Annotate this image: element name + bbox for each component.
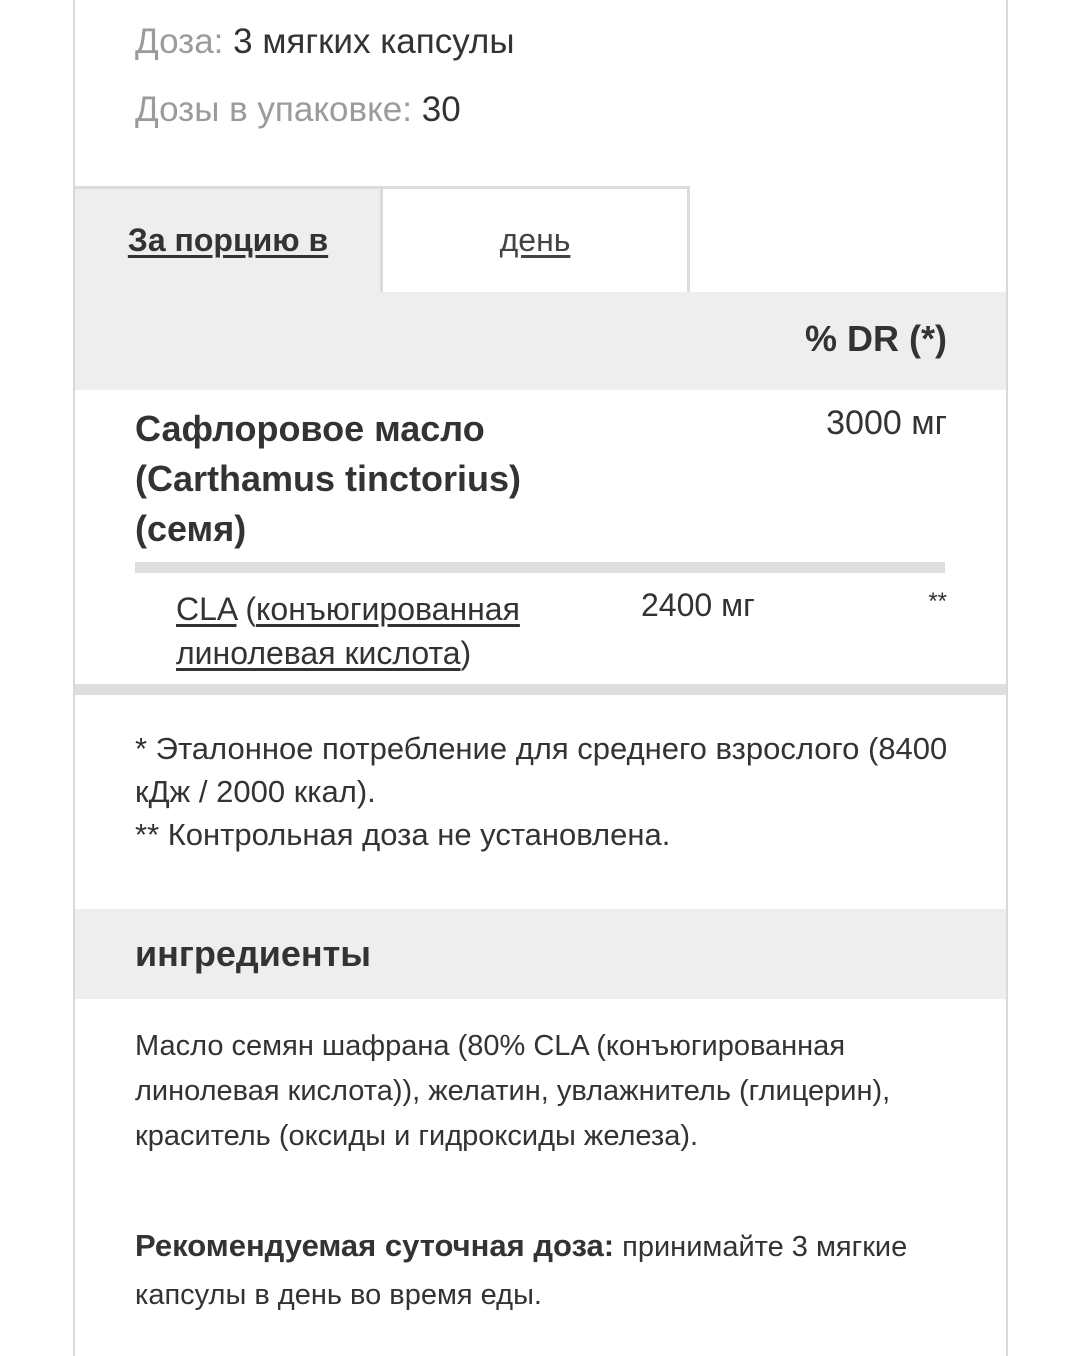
ingredients-text: Масло семян шафрана (80% CLA (конъюгированная линолевая кислота)), желатин, увлажнитель (глицерин), краситель (оксиды и гидроксиды железа). bbox=[135, 1030, 891, 1152]
cla-paren-open: ( bbox=[236, 591, 257, 627]
dose-value: 3 мягких капсулы bbox=[233, 22, 515, 61]
footnote-reference-intake: * Эталонное потребление для среднего взрослого (8400 кДж / 2000 ккал). bbox=[135, 731, 948, 809]
ingredient-name-cla bbox=[176, 587, 596, 675]
recommended-dose-label: Рекомендуемая суточная доза: bbox=[135, 1228, 615, 1263]
cla-full-name-link[interactable]: конъюгированная линолевая кислота bbox=[176, 591, 520, 671]
recommended-dose-text: принимайте 3 мягкие капсулы в день во время еды. bbox=[135, 1231, 908, 1311]
ingredients-header bbox=[75, 909, 1006, 999]
serving-tabs bbox=[75, 186, 690, 292]
footnote-no-reference: ** Контрольная доза не установлена. bbox=[135, 817, 671, 852]
ingredient-dr-cla: ** bbox=[928, 588, 947, 615]
servings-label: Дозы в упаковке: bbox=[135, 90, 412, 129]
recommended-dose bbox=[135, 1222, 965, 1319]
nutrition-table-header bbox=[75, 292, 1006, 390]
ingredient-amount-cla: 2400 мг bbox=[641, 587, 755, 623]
ingredient-amount-safflower: 3000 мг bbox=[826, 404, 947, 442]
footnotes bbox=[135, 727, 955, 856]
servings-value: 30 bbox=[421, 90, 461, 129]
servings-line bbox=[135, 90, 461, 130]
tab-per-serving[interactable]: За порцию в bbox=[75, 186, 381, 292]
dose-line bbox=[135, 22, 515, 62]
cla-paren-close: ) bbox=[460, 635, 472, 671]
tab-per-day[interactable]: день bbox=[380, 186, 690, 292]
ingredient-name-safflower: Сафлоровое масло (Carthamus tinctorius) (семя) bbox=[135, 408, 522, 549]
cla-link[interactable]: CLA bbox=[176, 591, 237, 627]
row-divider bbox=[135, 562, 945, 573]
table-bottom-border bbox=[75, 684, 1006, 695]
dose-label: Доза: bbox=[135, 22, 224, 61]
dr-column-header: % DR (*) bbox=[805, 318, 947, 359]
product-info-panel bbox=[73, 0, 1008, 1356]
ingredients-title: ингредиенты bbox=[135, 933, 372, 974]
